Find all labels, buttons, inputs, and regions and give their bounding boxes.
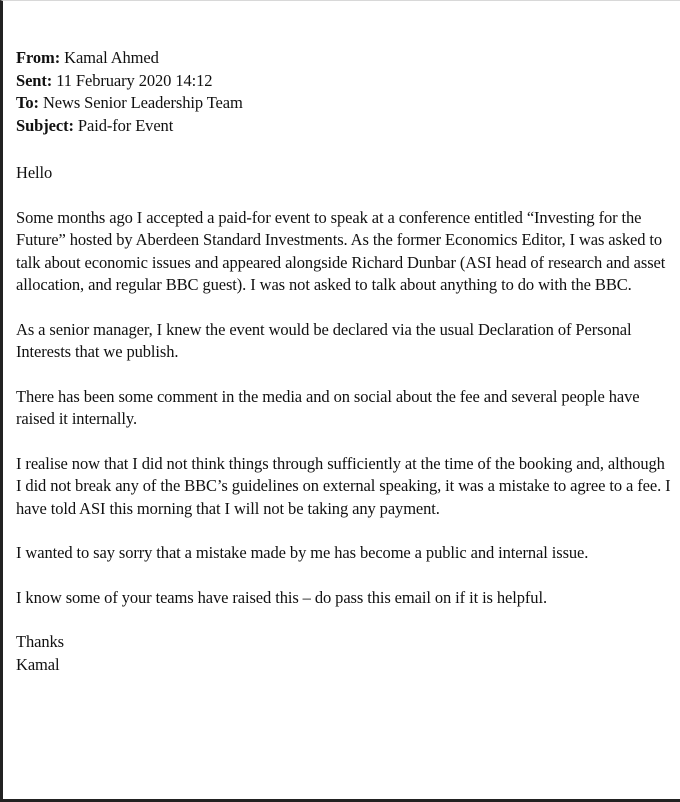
- paragraph-5: I wanted to say sorry that a mistake made by me has become a public and internal issue.: [16, 543, 589, 562]
- signoff: Thanks: [16, 632, 64, 651]
- paragraph-6: I know some of your teams have raised this – do pass this email on if it is helpful.: [16, 587, 547, 607]
- to-value: News Senior Leadership Team: [42, 93, 243, 112]
- signature: Kamal: [16, 654, 60, 674]
- from-row: [16, 47, 666, 70]
- sent-value: 11 February 2020 14:12: [56, 70, 213, 90]
- sent-row: [16, 70, 666, 93]
- to-row: [16, 92, 666, 115]
- from-label: From:: [16, 48, 61, 67]
- subject-row: [16, 115, 666, 138]
- subject-label: Subject:: [16, 115, 74, 135]
- to-label: To:: [16, 93, 39, 112]
- paragraph-3: There has been some comment in the media and on social about the fee and several people have raised it internally.: [16, 386, 640, 428]
- sent-label: Sent:: [16, 70, 53, 90]
- paragraph-2: As a senior manager, I knew the event would be declared via the usual Declaration of Personal Interests that we publish.: [16, 319, 632, 361]
- email-header: [16, 47, 666, 137]
- email-body: [16, 162, 671, 676]
- greeting: Hello: [16, 163, 53, 182]
- paragraph-1: Some months ago I accepted a paid-for event to speak at a conference entitled “Investing for the Future” hosted by Aberdeen Standard Investments. As the former Economics Editor, I was asked to talk about economic issues and appeared alongside Richard Dunbar (ASI head of research and asset allocation, and regular BBC guest). I was not asked to talk about anything to do with the BBC.: [16, 207, 666, 294]
- subject-value: Paid-for Event: [77, 115, 174, 135]
- from-value: Kamal Ahmed: [64, 48, 159, 67]
- paragraph-4: I realise now that I did not think things through sufficiently at the time of the booking and, although I did not break any of the BBC’s guidelines on external speaking, it was a mistake to agree to a fee. I have told ASI this morning that I will not be taking any payment.: [16, 453, 671, 518]
